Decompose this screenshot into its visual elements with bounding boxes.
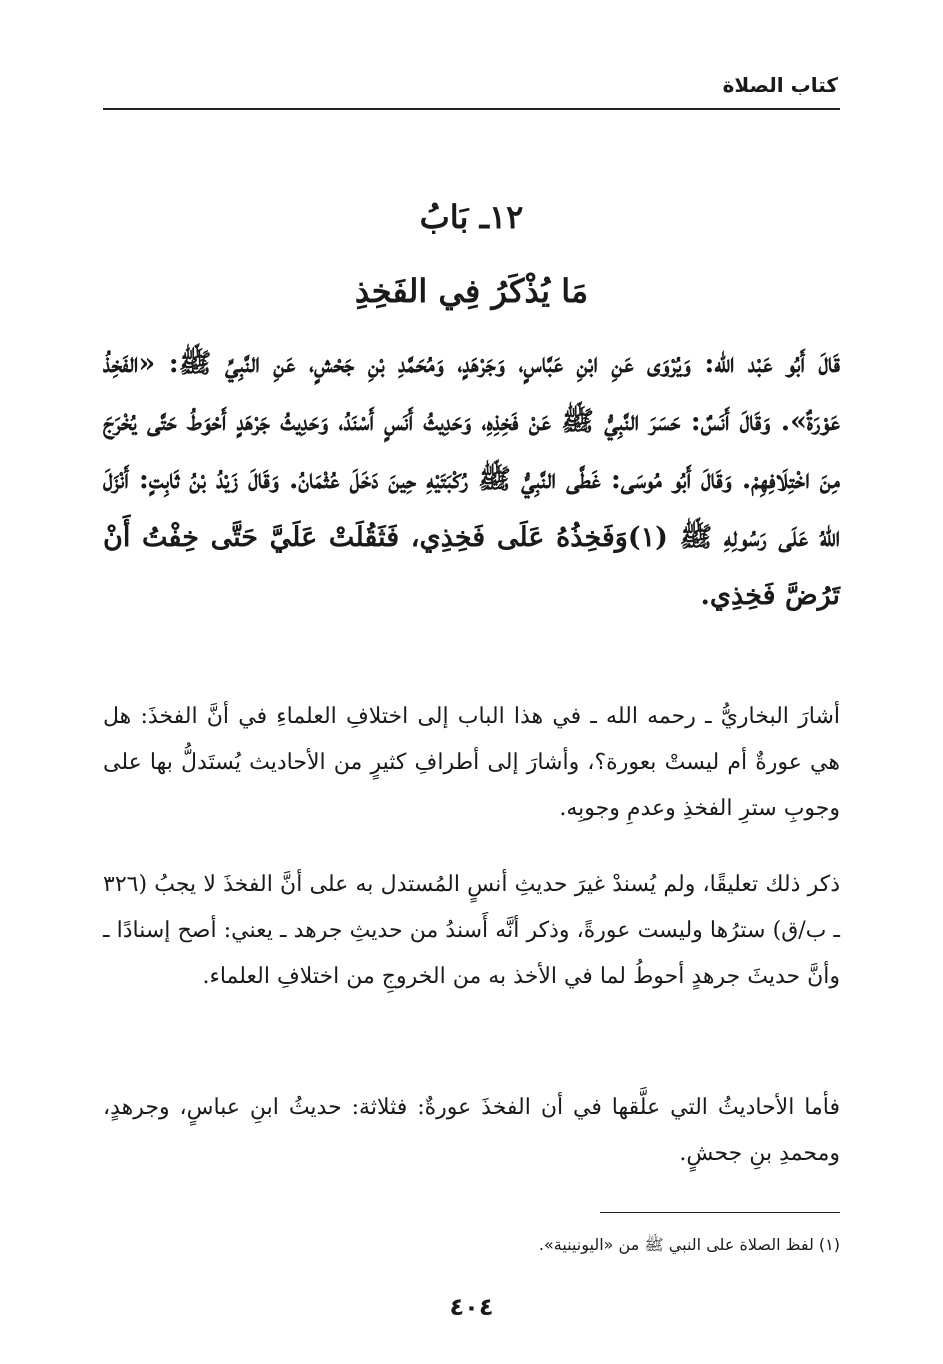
chapter-title: مَا يُذْكَرُ فِي الفَخِذِ [354, 272, 589, 310]
footnote-divider [600, 1212, 840, 1213]
chapter-number: ١٢ـ بَابُ [419, 198, 524, 236]
page-number: ٤٠٤ [449, 1293, 494, 1321]
header-divider [103, 108, 840, 110]
running-header-title: كتاب الصلاة [722, 73, 838, 97]
hadith-text: قَالَ أَبُو عَبْد الله: وَيُرْوَى عَنِ ابْنِ عَبَّاسٍ، وَجَرْهَدٍ، وَمُحَمَّدِ بْنِ جَحْشٍ، عَنِ النَّبِيِّ ﷺ: «الفَخِذُ عَوْرَةٌ». وَقَالَ أَنَسٌ: حَسَرَ النَّبِيُّ ﷺ عَنْ فَخِذِهِ، وَحَدِيثُ أَنَسٍ أَسْنَدُ، وَحَدِيثُ جَرْهَدٍ أَحْوَطُ حَتَّى يُخْرَجَ مِنَ اخْتِلَافِهِمْ. وَقَالَ أَبُو مُوسَى: غَطَّى النَّبِيُّ ﷺ رُكْبَتَيْهِ حِينَ دَخَلَ عُثْمَانُ. وَقَالَ زَيْدُ بْنُ ثَابِتٍ: أَنْزَلَ اللهُ عَلَى رَسُولِهِ ﷺ (١)وَفَخِذُهُ عَلَى فَخِذِي، فَثَقُلَتْ عَلَيَّ حَتَّى خِفْتُ أَنْ تَرُضَّ فَخِذِي. [103, 348, 840, 611]
commentary-paragraph-1: أشارَ البخاريُّ ـ رحمه الله ـ في هذا الباب إلى اختلافِ العلماءِ في أنَّ الفخذَ: هل هي عورةٌ أم ليستْ بعورة؟، وأشارَ إلى أطرافِ كثيرٍ من الأحاديث يُستَدلُّ بها على وجوبِ سترِ الفخذِ وعدمِ وجوبِه. [103, 704, 840, 821]
commentary-paragraph-3: فأما الأحاديثُ التي علَّقها في أن الفخذَ عورةٌ: فثلاثة: حديثُ ابنِ عباسٍ، وجرهدٍ، ومحمدِ بنِ جحشٍ. [103, 1095, 840, 1166]
commentary-paragraph-2: ذكر ذلك تعليقًا، ولم يُسندْ غيرَ حديثِ أنسٍ المُستدل به على أنَّ الفخذَ لا يجبُ (٣٢٦ ـ ب/ق) سترُها وليست عورةً، وذكر أنَّه أَسندُ من حديثِ جرهد ـ يعني: أصح إسنادًا ـ وأنَّ حديثَ جرهدٍ أحوطُ لما في الأخذ به من الخروجِ من اختلافِ العلماء. [103, 872, 840, 989]
footnote: (١) لفظ الصلاة على النبي ﷺ من «اليونينية». [538, 1235, 840, 1254]
